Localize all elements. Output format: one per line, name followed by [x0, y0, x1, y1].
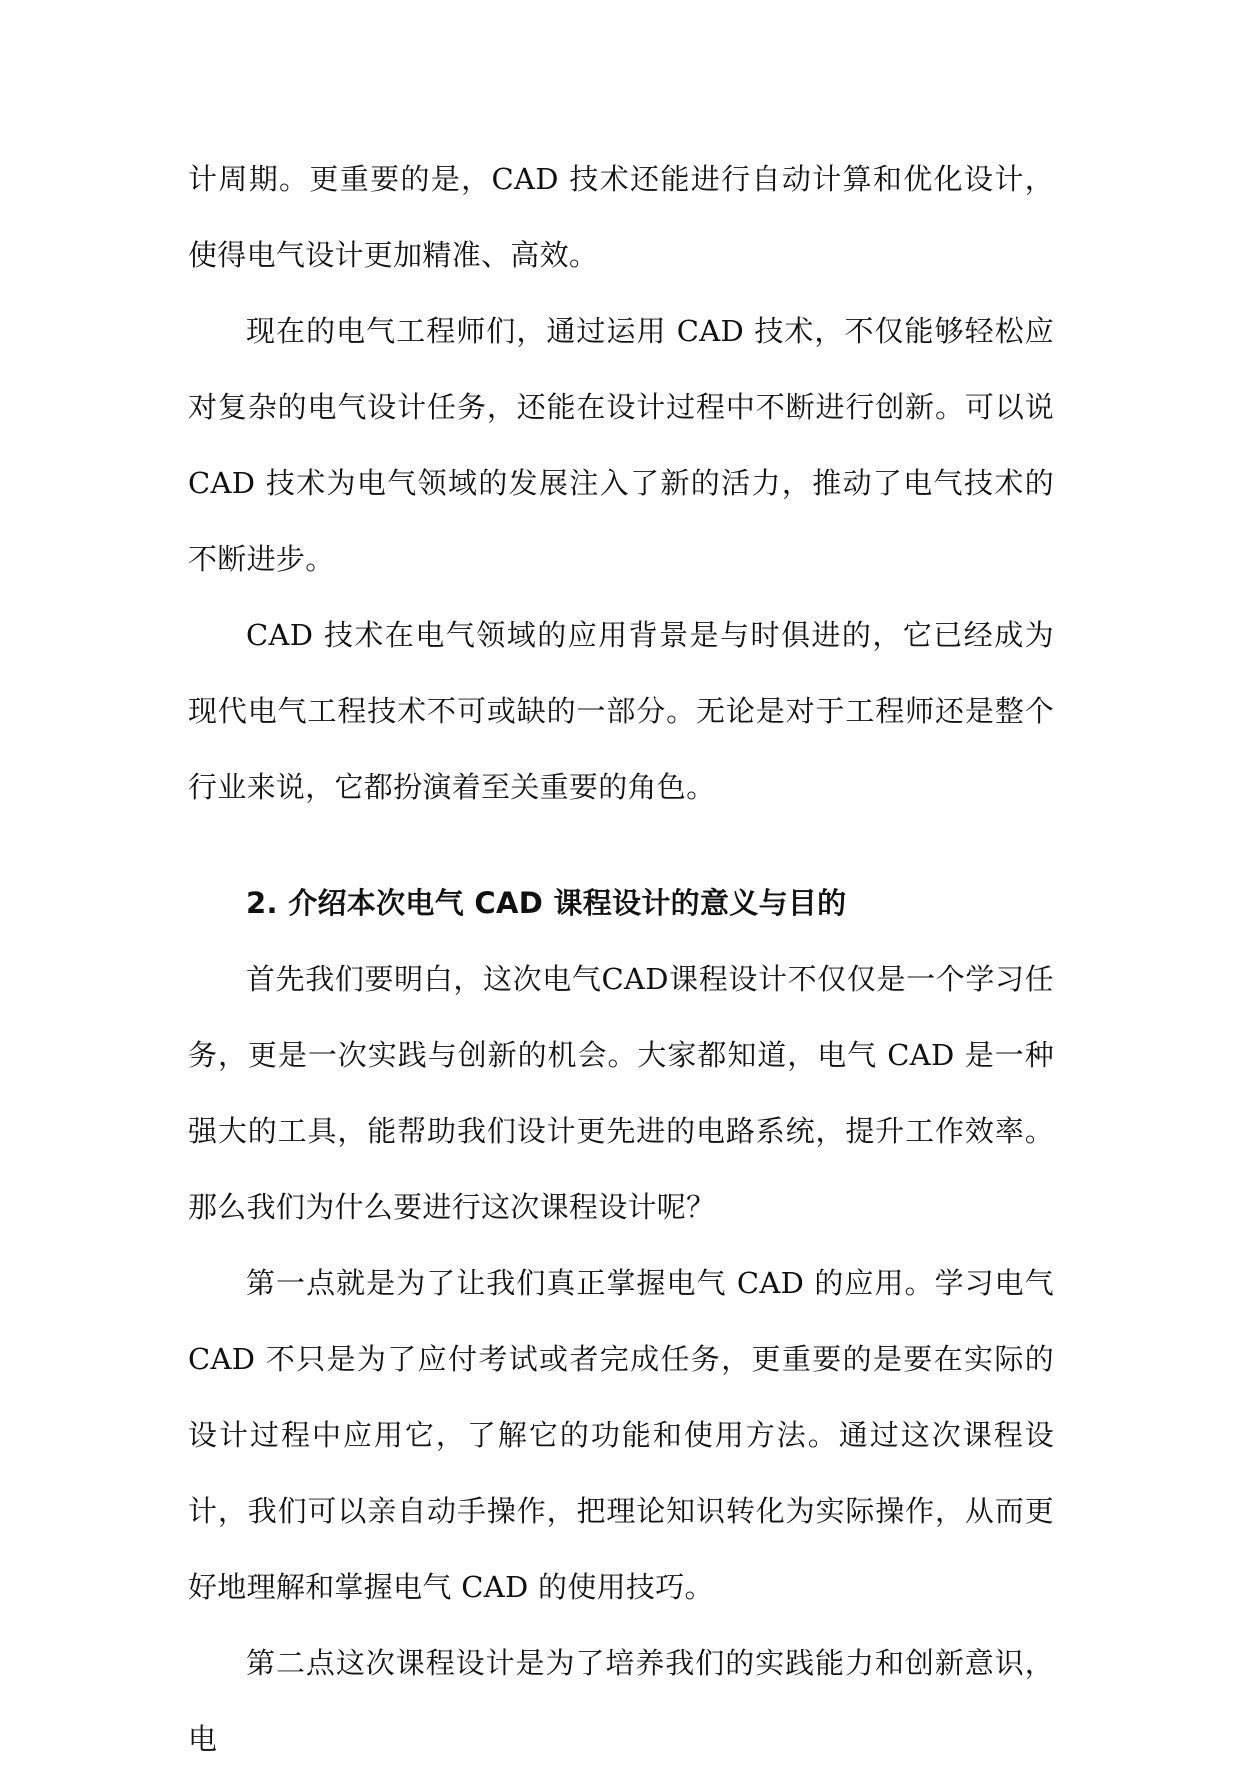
paragraph-continuation: 计周期。更重要的是，CAD 技术还能进行自动计算和优化设计，使得电气设计更加精准、高效。 — [188, 162, 1054, 272]
paragraph-point-two: 第二点这次课程设计是为了培养我们的实践能力和创新意识，电 — [188, 1646, 1054, 1756]
paragraph-point-one: 第一点就是为了让我们真正掌握电气 CAD 的应用。学习电气 CAD 不只是为了应付考试或者完成任务，更重要的是要在实际的设计过程中应用它，了解它的功能和使用方法。通过这次课程设计，我们可以亲自动手操作，把理论知识转化为实际操作，从而更好地理解和掌握电气 CAD 的使用技巧。 — [188, 1266, 1054, 1604]
document-body — [188, 141, 1054, 1777]
section-heading: 2. 介绍本次电气 CAD 课程设计的意义与目的 — [246, 886, 847, 920]
paragraph-background: CAD 技术在电气领域的应用背景是与时俱进的，它已经成为现代电气工程技术不可或缺的一部分。无论是对于工程师还是整个行业来说，它都扮演着至关重要的角色。 — [188, 618, 1054, 804]
paragraph-engineers: 现在的电气工程师们，通过运用 CAD 技术，不仅能够轻松应对复杂的电气设计任务，还能在设计过程中不断进行创新。可以说 CAD 技术为电气领域的发展注入了新的活力，推动了电气技术的不断进步。 — [188, 314, 1054, 576]
paragraph-intro: 首先我们要明白，这次电气CAD课程设计不仅仅是一个学习任务，更是一次实践与创新的机会。大家都知道，电气 CAD 是一种强大的工具，能帮助我们设计更先进的电路系统，提升工作效率。那么我们为什么要进行这次课程设计呢？ — [188, 962, 1054, 1224]
